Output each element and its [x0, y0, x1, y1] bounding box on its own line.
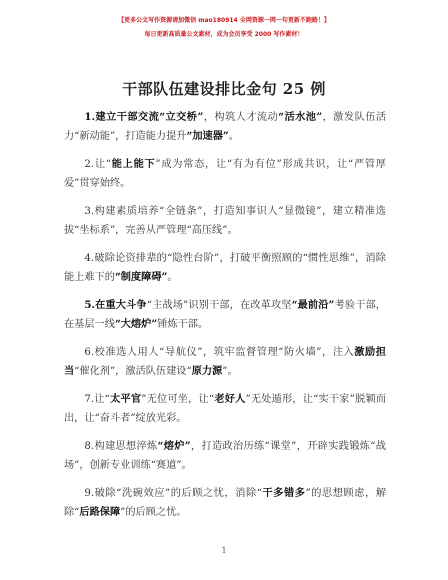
- paragraph-p9: [64, 484, 386, 522]
- body-text: 考验干部，在基层一线: [64, 300, 386, 330]
- body-text: “主战场”识别干部，在改革攻坚: [146, 300, 292, 311]
- body-text: ”无处遁形，让“实干家”脱颖而出，让“奋斗者”绽放光彩。: [64, 394, 387, 424]
- paragraph-p2: [64, 155, 386, 193]
- body-text: 7.让“: [84, 394, 110, 405]
- paragraph-p6: [64, 343, 386, 381]
- body-text: ”成为常态，让“有为有位”形成共识，让“严管厚爱”贯穿始终。: [64, 159, 386, 189]
- body-text: 。: [167, 272, 178, 283]
- paragraph-p7: [64, 390, 386, 428]
- emphasis-text: 5.在重大斗争: [84, 299, 147, 311]
- emphasis-text: “制度障碍”: [114, 271, 168, 283]
- body-text: ”无位可坐，让“: [141, 394, 215, 405]
- emphasis-text: 老好人: [214, 393, 246, 405]
- body-text: 9.破除“洗碗效应”的后顾之忧，消除“: [84, 488, 262, 499]
- emphasis-text: “加速器”: [186, 130, 229, 142]
- emphasis-text: 1.建立干部交流“立交桥”: [84, 111, 204, 123]
- paragraph-p3: [64, 202, 386, 240]
- body-text: ，激发队伍活力“新动能”，打造能力提升: [64, 112, 387, 142]
- promo-banner-line-1: 【更多公文写作资源请加微信 mao180914 全网资源一网一句更新不跑路！】: [118, 17, 330, 24]
- body-text: 4.破除论资排辈的“隐性台阶”，打破平衡照顾的“惯性思维”，消除能上难下的: [64, 253, 386, 283]
- emphasis-text: “活水池”: [278, 111, 323, 123]
- promo-banner-line-2: 每日更新高质量公文素材，成为会员享受 2000 写作素材！: [144, 31, 304, 38]
- emphasis-text: 能上能下: [110, 158, 156, 170]
- emphasis-text: 激励担当: [64, 346, 386, 377]
- emphasis-text: 原力源: [191, 365, 223, 377]
- body-text: ”的后顾之忧。: [120, 507, 187, 518]
- emphasis-text: “熔炉”: [157, 440, 191, 452]
- body-text: 。: [228, 131, 239, 142]
- body-text: ”。: [222, 366, 238, 377]
- emphasis-text: 太平官: [109, 393, 142, 405]
- body-text: 8.构建思想淬炼: [84, 441, 158, 452]
- document-body: [64, 108, 386, 531]
- emphasis-text: 干多错多: [261, 487, 306, 499]
- body-text: ，打造政治历练“课堂”，开辟实践锻炼“战场”，创新专业训练“赛道”。: [64, 441, 386, 471]
- document-title: 干部队伍建设排比金句 25 例: [122, 80, 326, 98]
- body-text: “催化剂”，激活队伍建设“: [74, 366, 192, 377]
- paragraph-p1: [64, 108, 386, 146]
- body-text: ，构筑人才流动: [203, 112, 279, 123]
- emphasis-text: “大熔炉”: [114, 318, 158, 330]
- promo-banner: [0, 14, 448, 42]
- body-text: 锤炼干部。: [157, 319, 209, 330]
- paragraph-p4: [64, 249, 386, 287]
- paragraph-p8: [64, 437, 386, 475]
- paragraph-p5: [64, 296, 386, 334]
- body-text: ”的思想顾虑，解除“: [64, 488, 387, 518]
- body-text: 6.校准选人用人“导航仪”，筑牢监督管理“防火墙”，注入: [84, 347, 355, 358]
- page-number: 1: [221, 546, 227, 555]
- emphasis-text: “最前沿”: [291, 299, 335, 311]
- body-text: 2.让“: [84, 159, 111, 170]
- body-text: 3.构建素质培养“全链条”，打造知事识人“显微镜”，建立精准选拔“坐标系”，完善从严管理“高压线”。: [64, 206, 386, 236]
- emphasis-text: 后路保障: [79, 506, 121, 518]
